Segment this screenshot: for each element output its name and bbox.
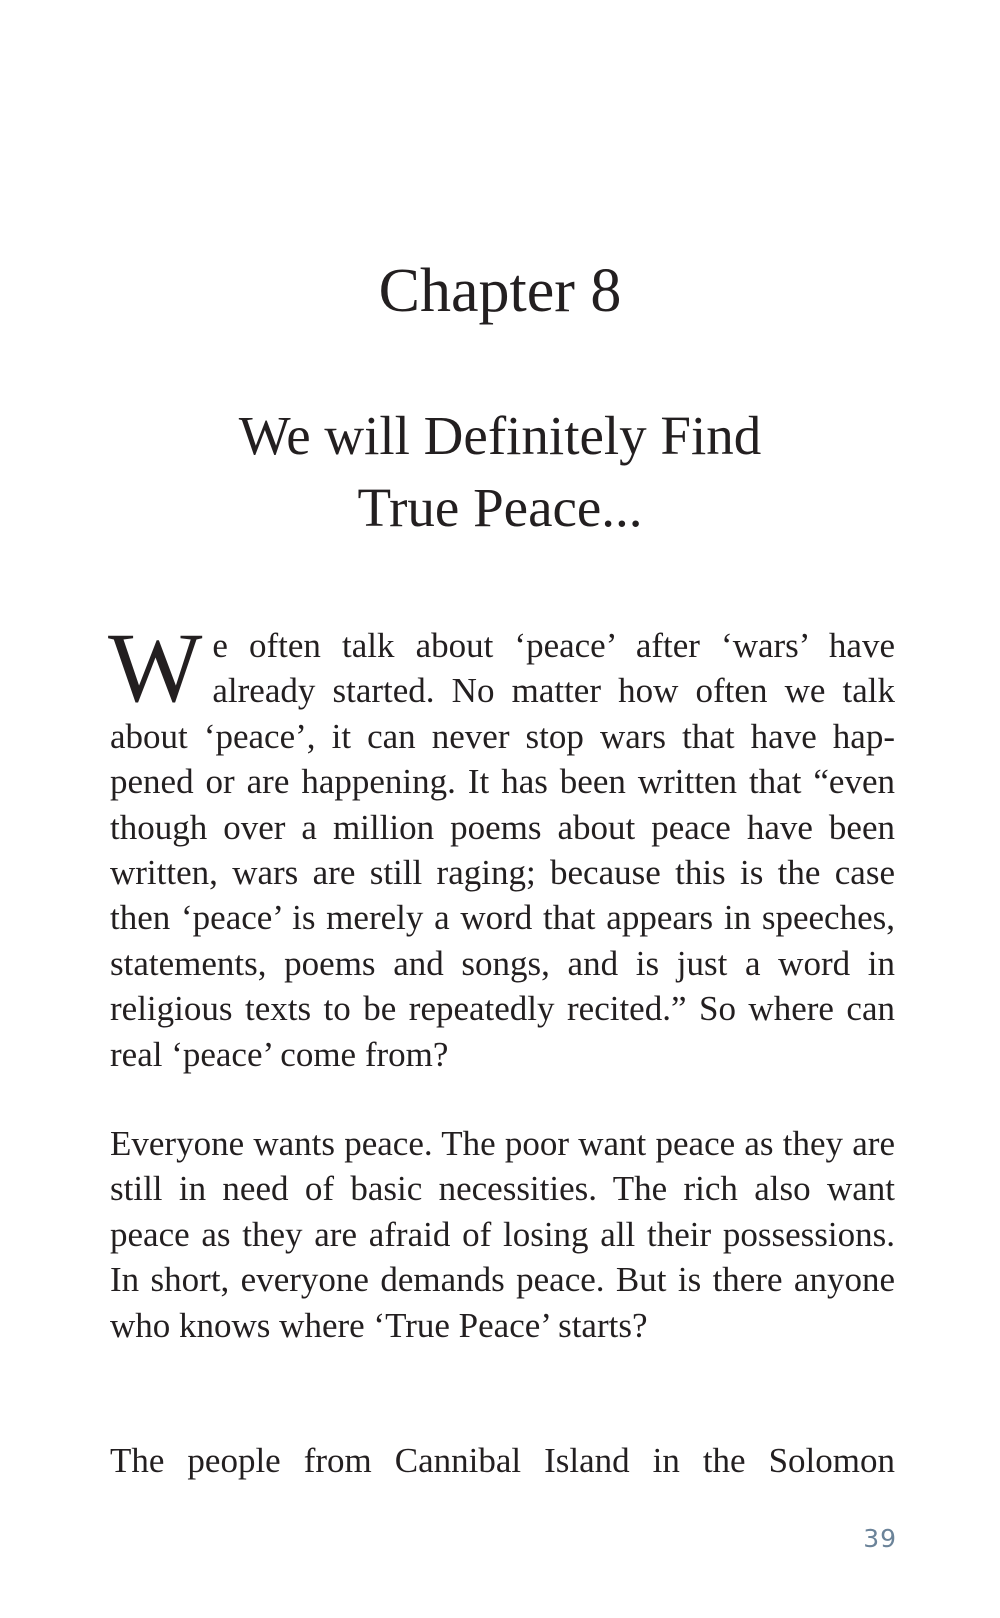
chapter-title-line-2: True Peace... xyxy=(357,477,643,538)
page-number: 39 xyxy=(863,1524,897,1553)
drop-cap: W xyxy=(108,612,203,723)
paragraph-1-text: e often talk about ‘peace’ after ‘wars’ have already started. No matter how often we talk about ‘peace’, it can never stop wars that have happened or are happening. It has been written that “even though over a million poems about peace have been written, wars are still raging; because this is the case then ‘peace’ is merely a word that appears in speeches, statements, poems and songs, and is just a word in religious texts to be repeatedly recited.” So where can real ‘peace’ come from? xyxy=(110,626,895,1074)
paragraph-1 xyxy=(108,612,895,1077)
chapter-title xyxy=(0,400,1000,544)
paragraph-2: Everyone wants peace. The poor want peace as they are still in need of basic necessities. The rich also want peace as they are afraid of losing all their possessions. In short, everyone demands peace. But is there anyone who knows where ‘True Peace’ starts? xyxy=(110,1124,895,1345)
paragraph-3: The people from Cannibal Island in the Solomon xyxy=(110,1441,895,1480)
chapter-number: Chapter 8 xyxy=(378,257,622,325)
chapter-title-line-1: We will Definitely Find xyxy=(238,405,762,466)
